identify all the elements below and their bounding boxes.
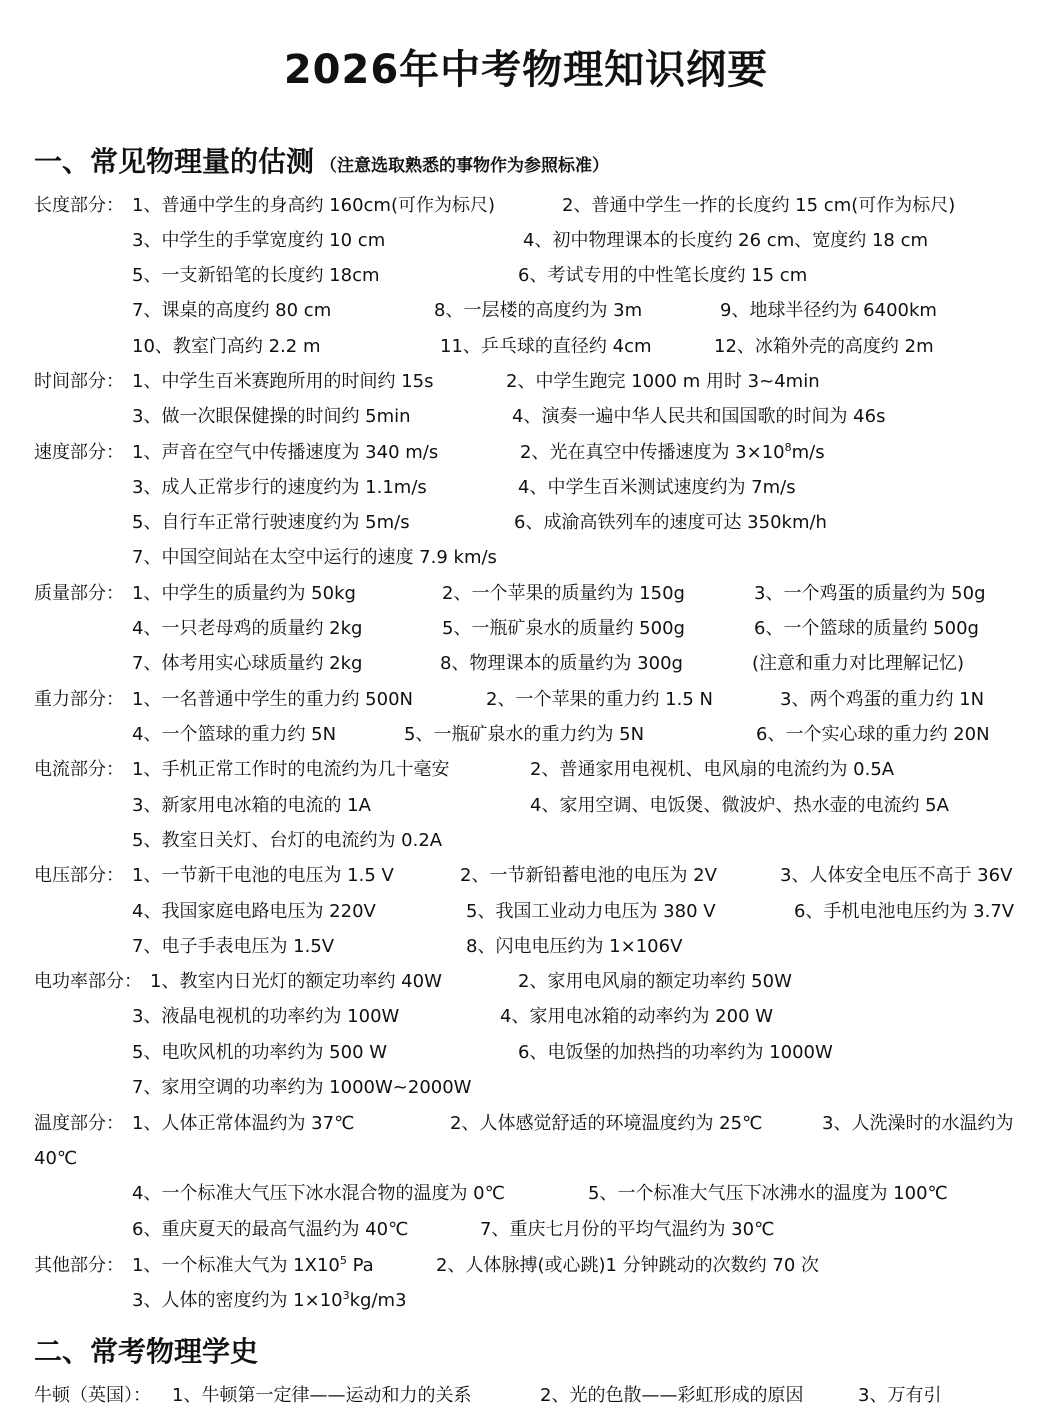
mass-item-6: 6、一个篮球的质量约 500g [754,618,979,639]
temp-item-5: 5、一个标准大气压下冰沸水的温度为 100℃ [588,1183,948,1204]
power-item-7: 7、家用空调的功率约为 1000W~2000W [132,1077,472,1098]
speed-item-3: 3、成人正常步行的速度约为 1.1m/s [132,477,427,498]
power-item-3: 3、液晶电视机的功率约为 100W [132,1006,400,1027]
mass-note: (注意和重力对比理解记忆) [752,653,965,674]
current-item-5: 5、教室日关灯、台灯的电流约为 0.2A [132,830,443,851]
voltage-label: 电压部分： [34,865,124,886]
section-heading-estimation [34,140,609,180]
newton-item-2: 2、光的色散——彩虹形成的原因 [540,1385,804,1406]
power-item-1: 1、教室内日光灯的额定功率约 40W [150,971,442,992]
power-item-5: 5、电吹风机的功率约为 500 W [132,1042,388,1063]
speed-item-5: 5、自行车正常行驶速度约为 5m/s [132,512,410,533]
power-label: 电功率部分： [34,971,142,992]
gravity-item-3: 3、两个鸡蛋的重力约 1N [780,689,985,710]
current-label: 电流部分： [34,759,124,780]
mass-item-5: 5、一瓶矿泉水的质量约 500g [442,618,685,639]
other-item-3-exponent: 3 [342,1289,350,1302]
current-item-3: 3、新家用电冰箱的电流的 1A [132,795,371,816]
speed-item-2-exponent: 8 [784,441,792,454]
voltage-item-4: 4、我国家庭电路电压为 220V [132,901,376,922]
power-item-4: 4、家用电冰箱的动率约为 200 W [500,1006,774,1027]
other-item-1 [132,1254,374,1278]
length-item-8: 8、一层楼的高度约为 3m [434,300,643,321]
voltage-item-6: 6、手机电池电压约为 3.7V [794,901,1015,922]
gravity-item-6: 6、一个实心球的重力约 20N [756,724,990,745]
voltage-item-3: 3、人体安全电压不高于 36V [780,865,1013,886]
speed-item-7: 7、中国空间站在太空中运行的速度 7.9 km/s [132,547,497,568]
voltage-item-1: 1、一节新干电池的电压为 1.5 V [132,865,394,886]
length-item-10: 10、教室门高约 2.2 m [132,336,321,357]
temp-item-3: 3、人洗澡时的水温约为 [822,1113,1014,1134]
mass-item-3: 3、一个鸡蛋的质量约为 50g [754,583,986,604]
other-item-3-unit: kg/m3 [349,1290,407,1311]
other-item-2: 2、人体脉搏(或心跳)1 分钟跳动的次数约 70 次 [436,1255,820,1276]
gravity-label: 重力部分： [34,689,124,710]
temp-label: 温度部分： [34,1113,124,1134]
temp-item-7: 7、重庆七月份的平均气温约为 30℃ [480,1219,775,1240]
section-heading-history: 二、常考物理学史 [34,1335,259,1368]
speed-label: 速度部分： [34,442,124,463]
speed-item-2-unit: m/s [791,442,825,463]
power-item-2: 2、家用电风扇的额定功率约 50W [518,971,792,992]
temp-item-6: 6、重庆夏天的最高气温约为 40℃ [132,1219,409,1240]
current-item-1: 1、手机正常工作时的电流约为几十毫安 [132,759,450,780]
length-item-1: 1、普通中学生的身高约 160cm(可作为标尺) [132,195,496,216]
gravity-item-4: 4、一个篮球的重力约 5N [132,724,337,745]
current-item-2: 2、普通家用电视机、电风扇的电流约为 0.5A [530,759,895,780]
length-label: 长度部分： [34,195,124,216]
gravity-item-2: 2、一个苹果的重力约 1.5 N [486,689,713,710]
newton-item-1: 1、牛顿第一定律——运动和力的关系 [172,1385,472,1406]
section-note: （注意选取熟悉的事物作为参照标准） [320,156,610,176]
length-item-7: 7、课桌的高度约 80 cm [132,300,332,321]
speed-item-1: 1、声音在空气中传播速度为 340 m/s [132,442,439,463]
length-item-3: 3、中学生的手掌宽度约 10 cm [132,230,386,251]
other-item-1-exponent: 5 [339,1254,347,1267]
newton-label: 牛顿（英国）： [34,1385,151,1406]
other-label: 其他部分： [34,1255,124,1276]
time-item-2: 2、中学生跑完 1000 m 用时 3~4min [506,371,820,392]
gravity-item-1: 1、一名普通中学生的重力约 500N [132,689,413,710]
mass-item-7: 7、体考用实心球质量约 2kg [132,653,363,674]
length-item-9: 9、地球半径约为 6400km [720,300,937,321]
speed-item-6: 6、成渝高铁列车的速度可达 350km/h [514,512,827,533]
other-item-3 [132,1289,407,1313]
gravity-item-5: 5、一瓶矿泉水的重力约为 5N [404,724,645,745]
length-item-4: 4、初中物理课本的长度约 26 cm、宽度约 18 cm [523,230,929,251]
mass-item-8: 8、物理课本的质量约为 300g [440,653,683,674]
voltage-item-2: 2、一节新铅蓄电池的电压为 2V [460,865,717,886]
temp-item-2: 2、人体感觉舒适的环境温度约为 25℃ [450,1113,763,1134]
current-item-4: 4、家用空调、电饭煲、微波炉、热水壶的电流约 5A [530,795,949,816]
time-item-3: 3、做一次眼保健操的时间约 5min [132,406,411,427]
other-item-3-text: 3、人体的密度约为 1×10 [132,1290,343,1311]
speed-item-2-text: 2、光在真空中传播速度为 3×10 [520,442,785,463]
length-item-5: 5、一支新铅笔的长度约 18cm [132,265,380,286]
mass-item-2: 2、一个苹果的质量约为 150g [442,583,685,604]
mass-label: 质量部分： [34,583,124,604]
length-item-11: 11、乒乓球的直径约 4cm [440,336,652,357]
voltage-item-5: 5、我国工业动力电压为 380 V [466,901,716,922]
temp-item-3-wrap: 40℃ [34,1148,78,1169]
voltage-item-8: 8、闪电电压约为 1×106V [466,936,683,957]
newton-item-3: 3、万有引 [858,1385,942,1406]
section-heading-text: 一、常见物理量的估测 [34,145,315,178]
length-item-2: 2、普通中学生一拃的长度约 15 cm(可作为标尺) [562,195,956,216]
speed-item-4: 4、中学生百米测试速度约为 7m/s [518,477,796,498]
page-title: 2026年中考物理知识纲要 [283,47,769,93]
voltage-item-7: 7、电子手表电压为 1.5V [132,936,335,957]
temp-item-1: 1、人体正常体温约为 37℃ [132,1113,355,1134]
time-item-4: 4、演奏一遍中华人民共和国国歌的时间为 46s [512,406,886,427]
speed-item-2 [520,441,825,465]
time-item-1: 1、中学生百米赛跑所用的时间约 15s [132,371,434,392]
mass-item-4: 4、一只老母鸡的质量约 2kg [132,618,363,639]
other-item-1-text: 1、一个标准大气为 1X10 [132,1255,340,1276]
other-item-1-unit: Pa [346,1255,374,1276]
temp-item-4: 4、一个标准大气压下冰水混合物的温度为 0℃ [132,1183,505,1204]
mass-item-1: 1、中学生的质量约为 50kg [132,583,356,604]
power-item-6: 6、电饭堡的加热挡的功率约为 1000W [518,1042,833,1063]
time-label: 时间部分： [34,371,124,392]
length-item-12: 12、冰箱外壳的高度约 2m [714,336,934,357]
length-item-6: 6、考试专用的中性笔长度约 15 cm [518,265,808,286]
